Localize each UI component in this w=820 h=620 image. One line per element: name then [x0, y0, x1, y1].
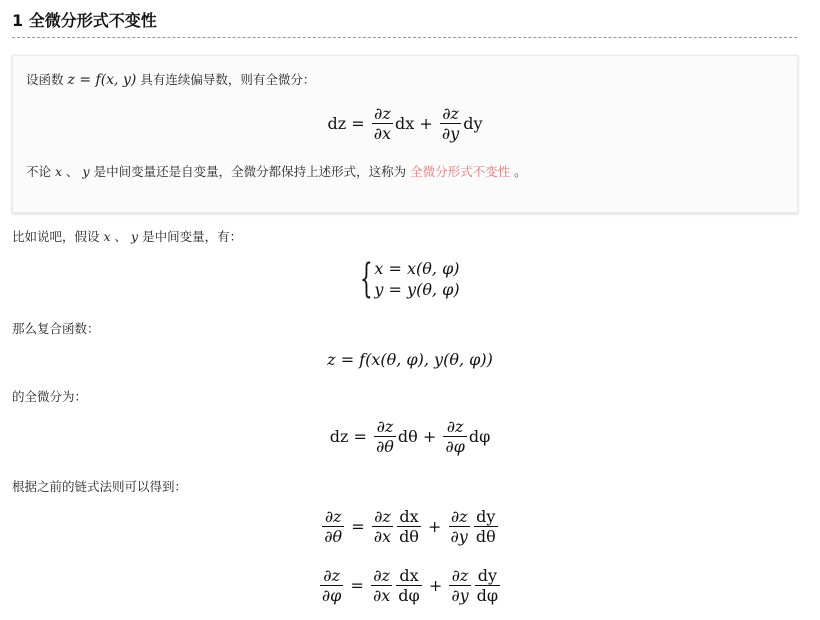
- numerator: ∂z: [449, 507, 470, 527]
- cases-block: [360, 258, 459, 300]
- body-text: 比如说吧，假设: [12, 229, 100, 244]
- separator: 、: [66, 164, 79, 179]
- callout-text: 设函数: [26, 72, 64, 87]
- numerator: ∂z: [374, 417, 396, 437]
- numerator: ∂z: [443, 417, 466, 437]
- denominator: dφ: [476, 586, 499, 605]
- callout-line-1: [26, 70, 315, 88]
- definition-callout: [12, 55, 798, 213]
- denominator: ∂x: [373, 527, 392, 546]
- numerator: ∂z: [372, 507, 393, 527]
- eq-lhs: dz =: [329, 427, 367, 446]
- fraction-lhs: [320, 566, 343, 605]
- var-x: x: [55, 164, 63, 179]
- numerator: ∂z: [372, 104, 393, 124]
- eq-plus: +: [419, 114, 433, 133]
- fraction-lhs: [322, 507, 344, 546]
- fraction-dz-dy: [449, 566, 470, 605]
- eq-equals: =: [350, 576, 364, 595]
- chain-rule-label: 根据之前的链式法则可以得到：: [12, 479, 188, 494]
- numerator: dy: [474, 507, 498, 527]
- eq-dphi: dφ: [468, 427, 491, 446]
- var-y: y: [131, 229, 139, 244]
- numerator: ∂z: [449, 566, 470, 586]
- fraction-dz-dx: [372, 507, 393, 546]
- fraction-dz-dx: [371, 566, 392, 605]
- variable-system: [0, 258, 820, 300]
- eq-dy: dy: [463, 114, 483, 133]
- denominator: ∂θ: [375, 437, 394, 456]
- chain-rule-phi: [0, 566, 820, 605]
- fraction-dx-dtheta: [397, 507, 421, 546]
- section-title: 1 全微分形式不变性: [12, 11, 157, 30]
- function-expr: z = f(x, y): [67, 72, 137, 88]
- period: 。: [514, 164, 527, 179]
- composite-total-differential: [0, 417, 820, 456]
- callout-line-2: [26, 162, 527, 180]
- eq-dtheta: dθ: [397, 427, 418, 446]
- denominator: ∂x: [373, 124, 392, 143]
- numerator: ∂z: [322, 507, 344, 527]
- eq-equals: =: [351, 517, 365, 536]
- composite-equation: z = f(x(θ, φ), y(θ, φ)): [327, 350, 493, 369]
- fraction-dz-dphi: [443, 417, 466, 456]
- system-row: x = x(θ, φ): [374, 259, 460, 278]
- composite-label: 那么复合函数：: [12, 321, 100, 336]
- denominator: dθ: [399, 527, 419, 546]
- denominator: ∂y: [441, 124, 460, 143]
- denominator: ∂φ: [445, 437, 465, 456]
- denominator: dθ: [475, 527, 496, 546]
- callout-text: 具有连续偏导数，则有全微分：: [140, 72, 316, 87]
- fraction-dy-dtheta: [474, 507, 498, 546]
- numerator: ∂z: [371, 566, 392, 586]
- numerator: dy: [475, 566, 500, 586]
- var-x: x: [103, 229, 111, 244]
- title-divider: [12, 37, 797, 38]
- eq-dx: dx: [395, 114, 415, 133]
- separator: 、: [114, 229, 128, 244]
- numerator: dx: [397, 507, 421, 527]
- eq-plus: +: [428, 517, 442, 536]
- total-differential-equation: [13, 104, 797, 143]
- highlighted-term: 全微分形式不变性: [410, 164, 511, 179]
- fraction-dz-dy: [449, 507, 470, 546]
- fraction-dx-dphi: [396, 566, 421, 605]
- denominator: dφ: [398, 586, 420, 605]
- callout-text: 是中间变量还是自变量，全微分都保持上述形式，这称为: [93, 164, 407, 179]
- denominator: ∂φ: [321, 586, 342, 605]
- fraction-dz-dtheta: [374, 417, 396, 456]
- denominator: ∂θ: [324, 527, 343, 546]
- eq-plus: +: [422, 427, 437, 446]
- numerator: dx: [396, 566, 421, 586]
- fraction-dz-dx: [372, 104, 393, 143]
- denominator: ∂y: [451, 586, 469, 605]
- fraction-dy-dphi: [475, 566, 500, 605]
- body-text: 是中间变量，有：: [142, 229, 243, 244]
- brace-glyph: {: [360, 256, 374, 302]
- numerator: ∂z: [320, 566, 343, 586]
- denominator: ∂x: [372, 586, 391, 605]
- denominator: ∂y: [450, 527, 468, 546]
- numerator: ∂z: [440, 104, 461, 124]
- chain-rule-theta: [0, 507, 820, 546]
- eq-lhs: dz =: [327, 114, 365, 133]
- total-label: 的全微分为：: [12, 389, 88, 404]
- callout-text: 不论: [26, 164, 52, 179]
- fraction-dz-dy: [440, 104, 461, 143]
- var-y: y: [82, 164, 90, 179]
- system-row: y = y(θ, φ): [374, 280, 460, 299]
- example-intro: [12, 227, 242, 245]
- eq-plus: +: [428, 576, 443, 595]
